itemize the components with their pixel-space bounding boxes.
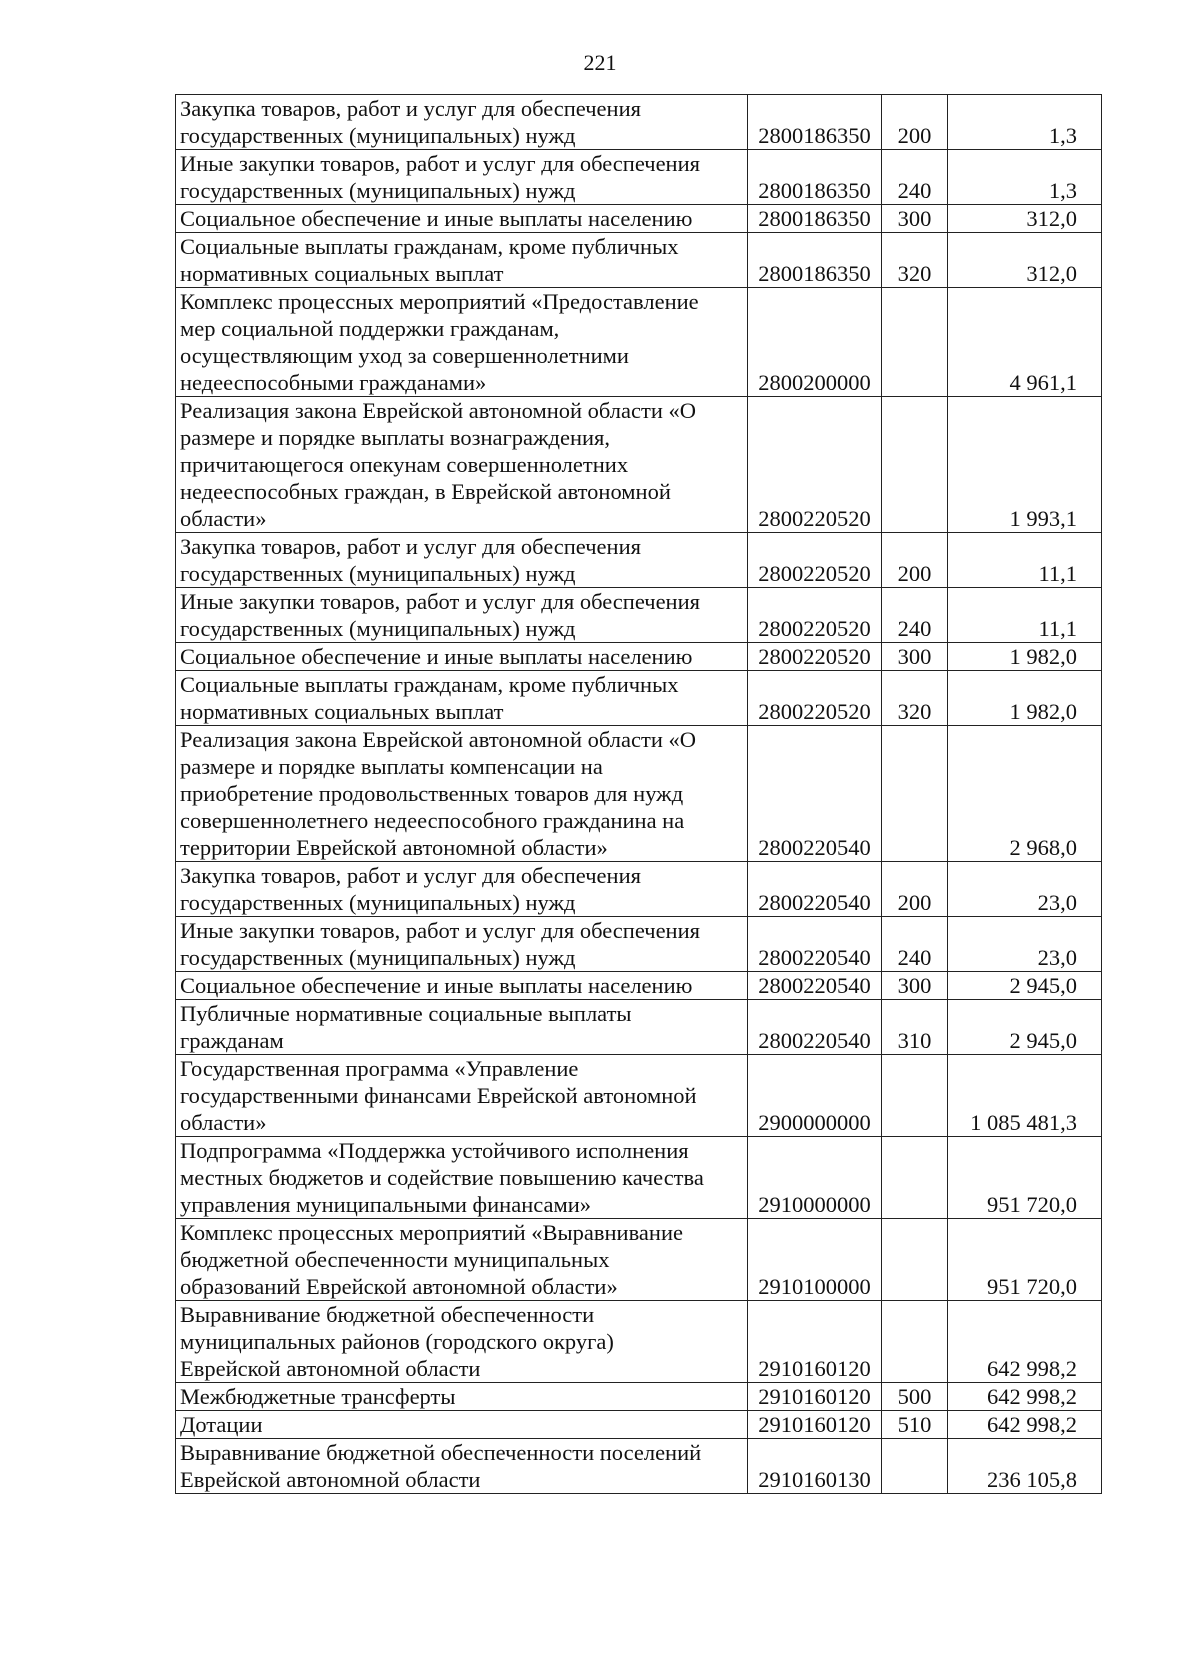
table-row xyxy=(176,726,1102,862)
row-code: 2800186350 xyxy=(748,205,882,233)
row-amount: 4 961,1 xyxy=(948,288,1102,397)
row-name: Социальные выплаты гражданам, кроме публичных нормативных социальных выплат xyxy=(176,671,748,726)
row-expense-type xyxy=(882,1439,948,1494)
row-amount: 642 998,2 xyxy=(948,1411,1102,1439)
row-expense-type: 300 xyxy=(882,205,948,233)
table-row xyxy=(176,1137,1102,1219)
page-number: 221 xyxy=(583,50,617,75)
table-row xyxy=(176,1439,1102,1494)
row-code: 2910160120 xyxy=(748,1301,882,1383)
row-code: 2800220540 xyxy=(748,1000,882,1055)
table-row xyxy=(176,288,1102,397)
budget-table xyxy=(175,94,1102,1494)
row-expense-type xyxy=(882,1219,948,1301)
row-name: Государственная программа «Управление государственными финансами Еврейской автономной области» xyxy=(176,1055,748,1137)
row-amount: 1 982,0 xyxy=(948,671,1102,726)
row-name: Комплекс процессных мероприятий «Предоставление мер социальной поддержки гражданам, осуществляющим уход за совершеннолетними недееспособными гражданами» xyxy=(176,288,748,397)
row-name: Комплекс процессных мероприятий «Выравнивание бюджетной обеспеченности муниципальных образований Еврейской автономной области» xyxy=(176,1219,748,1301)
row-code: 2910000000 xyxy=(748,1137,882,1219)
row-name: Закупка товаров, работ и услуг для обеспечения государственных (муниципальных) нужд xyxy=(176,533,748,588)
row-name: Дотации xyxy=(176,1411,748,1439)
row-code: 2800220540 xyxy=(748,917,882,972)
table-row xyxy=(176,1000,1102,1055)
row-expense-type: 200 xyxy=(882,95,948,150)
row-name: Подпрограмма «Поддержка устойчивого исполнения местных бюджетов и содействие повышению качества управления муниципальными финансами» xyxy=(176,1137,748,1219)
row-amount: 11,1 xyxy=(948,588,1102,643)
table-row xyxy=(176,205,1102,233)
row-expense-type xyxy=(882,1055,948,1137)
table-row xyxy=(176,533,1102,588)
table-row xyxy=(176,1383,1102,1411)
row-amount: 1 993,1 xyxy=(948,397,1102,533)
row-name: Социальное обеспечение и иные выплаты населению xyxy=(176,205,748,233)
row-amount: 951 720,0 xyxy=(948,1219,1102,1301)
row-expense-type: 320 xyxy=(882,233,948,288)
row-expense-type: 300 xyxy=(882,972,948,1000)
row-expense-type: 240 xyxy=(882,588,948,643)
row-code: 2800186350 xyxy=(748,233,882,288)
row-name: Межбюджетные трансферты xyxy=(176,1383,748,1411)
table-row xyxy=(176,150,1102,205)
row-amount: 642 998,2 xyxy=(948,1383,1102,1411)
row-code: 2800220540 xyxy=(748,726,882,862)
row-name: Социальное обеспечение и иные выплаты населению xyxy=(176,643,748,671)
row-expense-type: 240 xyxy=(882,150,948,205)
row-name: Социальное обеспечение и иные выплаты населению xyxy=(176,972,748,1000)
table-row xyxy=(176,1411,1102,1439)
row-amount: 2 945,0 xyxy=(948,1000,1102,1055)
row-expense-type: 300 xyxy=(882,643,948,671)
table-row xyxy=(176,95,1102,150)
row-code: 2910160120 xyxy=(748,1383,882,1411)
row-code: 2800220540 xyxy=(748,862,882,917)
row-amount: 23,0 xyxy=(948,917,1102,972)
row-code: 2800220540 xyxy=(748,972,882,1000)
table-row xyxy=(176,862,1102,917)
row-code: 2800186350 xyxy=(748,150,882,205)
row-amount: 642 998,2 xyxy=(948,1301,1102,1383)
table-row xyxy=(176,671,1102,726)
row-code: 2910160130 xyxy=(748,1439,882,1494)
row-expense-type: 200 xyxy=(882,862,948,917)
row-name: Иные закупки товаров, работ и услуг для обеспечения государственных (муниципальных) нужд xyxy=(176,917,748,972)
budget-table-body xyxy=(176,95,1102,1494)
row-amount: 2 945,0 xyxy=(948,972,1102,1000)
table-row xyxy=(176,643,1102,671)
row-name: Закупка товаров, работ и услуг для обеспечения государственных (муниципальных) нужд xyxy=(176,95,748,150)
row-name: Реализация закона Еврейской автономной области «О размере и порядке выплаты вознаграждения, причитающегося опекунам совершеннолетних недееспособных граждан, в Еврейской автономной области» xyxy=(176,397,748,533)
row-amount: 23,0 xyxy=(948,862,1102,917)
row-expense-type: 310 xyxy=(882,1000,948,1055)
row-amount: 11,1 xyxy=(948,533,1102,588)
row-name: Социальные выплаты гражданам, кроме публичных нормативных социальных выплат xyxy=(176,233,748,288)
row-name: Иные закупки товаров, работ и услуг для обеспечения государственных (муниципальных) нужд xyxy=(176,588,748,643)
row-name: Иные закупки товаров, работ и услуг для обеспечения государственных (муниципальных) нужд xyxy=(176,150,748,205)
table-row xyxy=(176,588,1102,643)
row-expense-type xyxy=(882,1137,948,1219)
row-code: 2910160120 xyxy=(748,1411,882,1439)
row-code: 2910100000 xyxy=(748,1219,882,1301)
row-expense-type: 200 xyxy=(882,533,948,588)
row-code: 2800220520 xyxy=(748,643,882,671)
row-expense-type xyxy=(882,726,948,862)
row-code: 2800220520 xyxy=(748,397,882,533)
row-expense-type: 320 xyxy=(882,671,948,726)
row-expense-type xyxy=(882,288,948,397)
row-expense-type xyxy=(882,1301,948,1383)
table-row xyxy=(176,917,1102,972)
table-row xyxy=(176,233,1102,288)
row-name: Выравнивание бюджетной обеспеченности муниципальных районов (городского округа) Еврейской автономной области xyxy=(176,1301,748,1383)
row-code: 2800220520 xyxy=(748,588,882,643)
table-row xyxy=(176,1219,1102,1301)
row-amount: 951 720,0 xyxy=(948,1137,1102,1219)
table-row xyxy=(176,972,1102,1000)
row-expense-type xyxy=(882,397,948,533)
row-amount: 1 982,0 xyxy=(948,643,1102,671)
row-amount: 2 968,0 xyxy=(948,726,1102,862)
row-code: 2800220520 xyxy=(748,533,882,588)
row-code: 2800220520 xyxy=(748,671,882,726)
row-amount: 1 085 481,3 xyxy=(948,1055,1102,1137)
row-name: Закупка товаров, работ и услуг для обеспечения государственных (муниципальных) нужд xyxy=(176,862,748,917)
row-code: 2800200000 xyxy=(748,288,882,397)
table-row xyxy=(176,1055,1102,1137)
row-amount: 236 105,8 xyxy=(948,1439,1102,1494)
row-name: Реализация закона Еврейской автономной области «О размере и порядке выплаты компенсации на приобретение продовольственных товаров для нужд совершеннолетнего недееспособного гражданина на территории Еврейской автономной области» xyxy=(176,726,748,862)
table-row xyxy=(176,397,1102,533)
row-name: Публичные нормативные социальные выплаты гражданам xyxy=(176,1000,748,1055)
row-name: Выравнивание бюджетной обеспеченности поселений Еврейской автономной области xyxy=(176,1439,748,1494)
row-expense-type: 500 xyxy=(882,1383,948,1411)
row-expense-type: 510 xyxy=(882,1411,948,1439)
row-amount: 312,0 xyxy=(948,233,1102,288)
row-amount: 1,3 xyxy=(948,150,1102,205)
row-code: 2900000000 xyxy=(748,1055,882,1137)
row-amount: 1,3 xyxy=(948,95,1102,150)
table-row xyxy=(176,1301,1102,1383)
row-expense-type: 240 xyxy=(882,917,948,972)
row-amount: 312,0 xyxy=(948,205,1102,233)
row-code: 2800186350 xyxy=(748,95,882,150)
